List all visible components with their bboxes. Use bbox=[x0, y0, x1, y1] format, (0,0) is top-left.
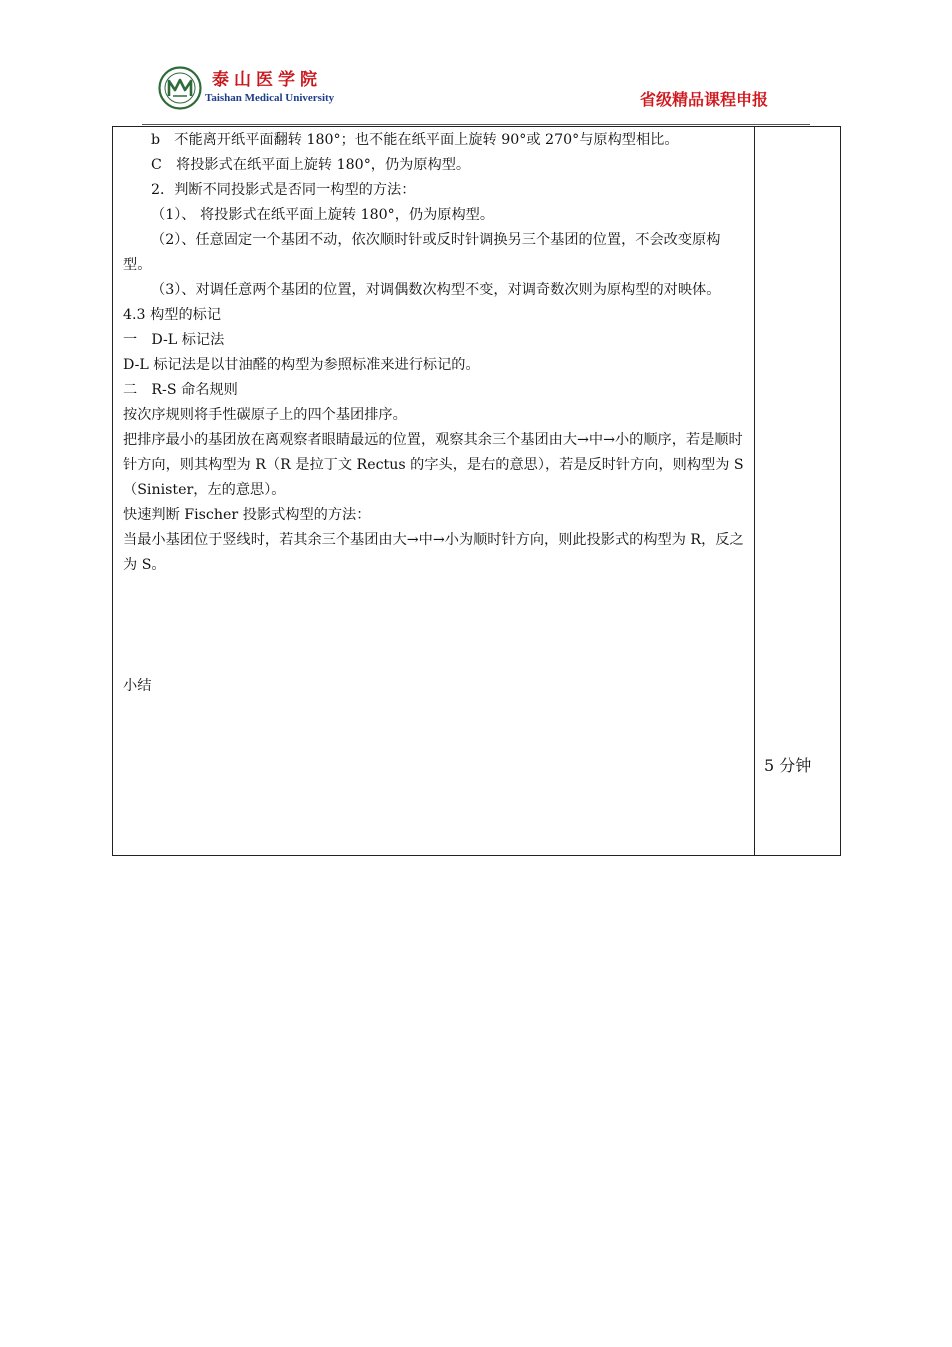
content-paragraph: 当最小基团位于竖线时，若其余三个基团由大→中→小为顺时针方向，则此投影式的构型为 R，反之为 S。 bbox=[123, 532, 744, 573]
lesson-content bbox=[123, 128, 747, 578]
column-divider bbox=[754, 127, 755, 855]
header-divider bbox=[142, 124, 810, 125]
content-paragraph: 把排序最小的基团放在离观察者眼睛最远的位置，观察其余三个基团由大→中→小的顺序，若是顺时针方向，则其构型为 R（R 是拉丁文 Rectus 的字头，是右的意思），若是反时针方向，则构型为 S（Sinister，左的意思）。 bbox=[123, 432, 744, 498]
subsection-heading: 二 R-S 命名规则 bbox=[123, 382, 238, 398]
content-paragraph: （2）、任意固定一个基团不动，依次顺时针或反时针调换另三个基团的位置，不会改变原构型。 bbox=[123, 232, 721, 273]
content-paragraph: 按次序规则将手性碳原子上的四个基团排序。 bbox=[123, 407, 407, 423]
content-paragraph: 2．判断不同投影式是否同一构型的方法： bbox=[151, 182, 416, 198]
section-heading: 4.3 构型的标记 bbox=[123, 307, 222, 323]
subsection-heading: 一 D-L 标记法 bbox=[123, 332, 225, 348]
university-logo-icon bbox=[158, 66, 202, 110]
content-paragraph: （3）、对调任意两个基团的位置，对调偶数次构型不变，对调奇数次则为原构型的对映体。 bbox=[151, 282, 721, 298]
course-title: 省级精品课程申报 bbox=[640, 90, 769, 109]
summary-label: 小结 bbox=[123, 678, 152, 694]
page-header bbox=[0, 0, 952, 125]
content-paragraph: b 不能离开纸平面翻转 180°；也不能在纸平面上旋转 90°或 270°与原构型相比。 bbox=[151, 132, 679, 148]
content-paragraph: 快速判断 Fischer 投影式构型的方法： bbox=[123, 507, 371, 523]
content-paragraph: D-L 标记法是以甘油醛的构型为参照标准来进行标记的。 bbox=[123, 357, 480, 373]
lesson-table bbox=[112, 126, 841, 856]
content-paragraph: （1）、 将投影式在纸平面上旋转 180°，仍为原构型。 bbox=[151, 207, 495, 223]
time-label: 5 分钟 bbox=[764, 756, 812, 775]
content-paragraph: C 将投影式在纸平面上旋转 180°，仍为原构型。 bbox=[151, 157, 471, 173]
university-name-cn: 泰山医学院 bbox=[212, 70, 322, 90]
university-name-en: Taishan Medical University bbox=[205, 92, 335, 104]
